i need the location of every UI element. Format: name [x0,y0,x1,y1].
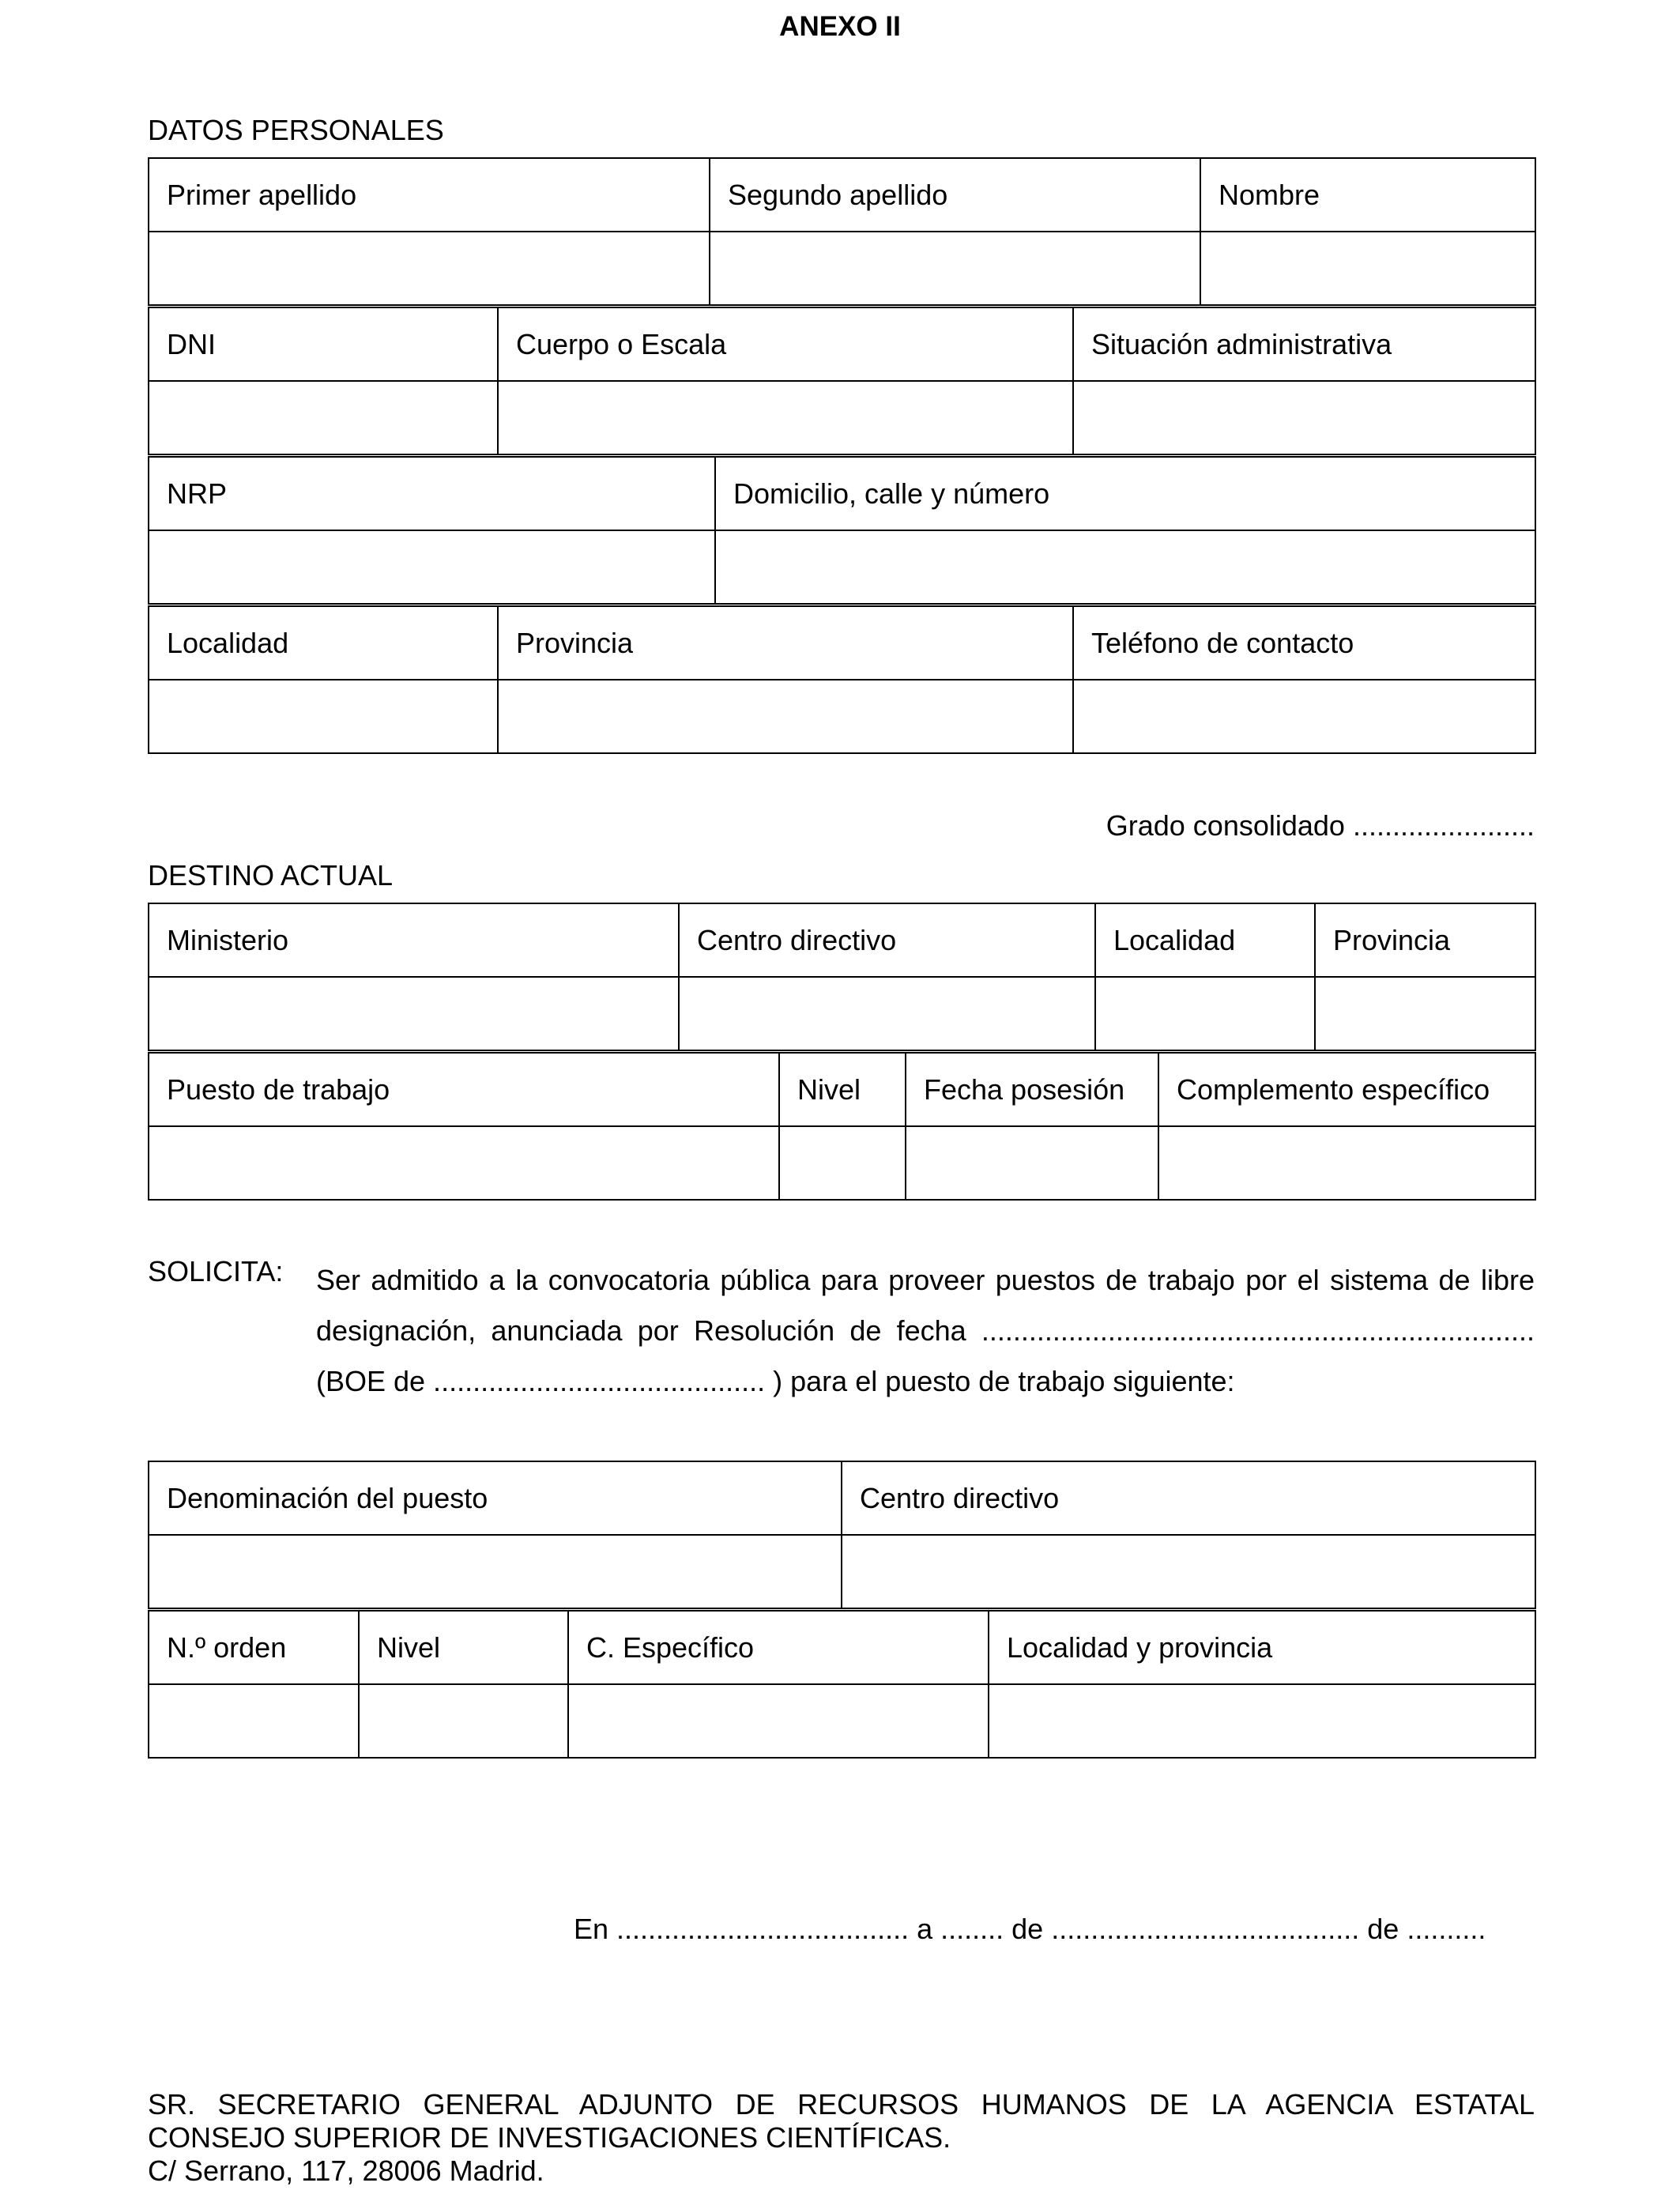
label-ministerio: Ministerio [149,903,679,977]
field-puesto-de-trabajo[interactable] [149,1126,779,1200]
label-nivel: Nivel [779,1053,906,1126]
label-localidad: Localidad [149,606,498,680]
field-localidad-provincia[interactable] [989,1684,1535,1758]
label-situacion-administrativa: Situación administrativa [1073,307,1535,381]
label-numero-orden: N.º orden [149,1611,359,1684]
label-fecha-posesion: Fecha posesión [906,1053,1158,1126]
field-situacion-administrativa[interactable] [1073,381,1535,454]
puesto-orden-table [148,1610,1536,1759]
field-centro-directivo[interactable] [679,977,1095,1050]
destino-actual-heading: DESTINO ACTUAL [148,859,394,892]
label-c-especifico: C. Específico [568,1611,989,1684]
addressee-line-1: SR. SECRETARIO GENERAL ADJUNTO DE RECURSOS HUMANOS DE LA AGENCIA ESTATAL [148,2088,1535,2120]
field-dni[interactable] [149,381,498,454]
label-puesto-de-trabajo: Puesto de trabajo [149,1053,779,1126]
datos-personales-name-table [148,157,1536,306]
field-segundo-apellido[interactable] [710,232,1200,305]
label-puesto-centro-directivo: Centro directivo [842,1461,1535,1535]
label-localidad-provincia: Localidad y provincia [989,1611,1535,1684]
label-puesto-nivel: Nivel [359,1611,568,1684]
label-primer-apellido: Primer apellido [149,158,710,232]
field-cuerpo-escala[interactable] [498,381,1073,454]
grado-consolidado: Grado consolidado ....................... [1106,809,1535,842]
field-primer-apellido[interactable] [149,232,710,305]
datos-personales-localidad-table [148,605,1536,754]
field-numero-orden[interactable] [149,1684,359,1758]
datos-personales-nrp-table [148,456,1536,605]
field-destino-localidad[interactable] [1095,977,1315,1050]
field-domicilio[interactable] [715,530,1535,604]
label-telefono: Teléfono de contacto [1073,606,1535,680]
addressee-line-3: C/ Serrano, 117, 28006 Madrid. [148,2154,544,2187]
field-telefono[interactable] [1073,680,1535,753]
puesto-denominacion-table [148,1461,1536,1609]
solicita-line-3: (BOE de .......................................... ) para el puesto de trabajo siguiente: [316,1365,1235,1397]
label-centro-directivo: Centro directivo [679,903,1095,977]
field-puesto-nivel[interactable] [359,1684,568,1758]
label-cuerpo-escala: Cuerpo o Escala [498,307,1073,381]
field-complemento-especifico[interactable] [1158,1126,1535,1200]
label-nrp: NRP [149,457,715,530]
field-nrp[interactable] [149,530,715,604]
datos-personales-dni-table [148,307,1536,455]
label-segundo-apellido: Segundo apellido [710,158,1200,232]
destino-actual-puesto-table [148,1052,1536,1201]
page-title: ANEXO II [779,11,901,42]
label-domicilio: Domicilio, calle y número [715,457,1535,530]
datos-personales-heading: DATOS PERSONALES [148,114,444,146]
destino-actual-ministerio-table [148,903,1536,1051]
field-denominacion-puesto[interactable] [149,1535,842,1608]
field-ministerio[interactable] [149,977,679,1050]
label-complemento-especifico: Complemento específico [1158,1053,1535,1126]
field-localidad[interactable] [149,680,498,753]
field-destino-provincia[interactable] [1315,977,1535,1050]
field-c-especifico[interactable] [568,1684,989,1758]
field-nivel[interactable] [779,1126,906,1200]
label-denominacion-puesto: Denominación del puesto [149,1461,842,1535]
addressee-block [148,2088,1535,2188]
label-nombre: Nombre [1200,158,1535,232]
solicita-text [316,1255,1535,1407]
solicita-line-1: Ser admitido a la convocatoria pública para proveer puestos de trabajo por el sistema de libre [316,1264,1535,1296]
solicita-label: SOLICITA: [148,1255,284,1287]
label-dni: DNI [149,307,498,381]
field-fecha-posesion[interactable] [906,1126,1158,1200]
solicita-line-2: designación, anunciada por Resolución de fecha ...................................................................... [316,1314,1535,1347]
field-provincia[interactable] [498,680,1073,753]
addressee-line-2: CONSEJO SUPERIOR DE INVESTIGACIONES CIENTÍFICAS. [148,2121,951,2154]
place-date-line: En ..................................... a ........ de ....................................... de .......... [574,1913,1486,1945]
label-provincia: Provincia [498,606,1073,680]
label-destino-provincia: Provincia [1315,903,1535,977]
field-puesto-centro-directivo[interactable] [842,1535,1535,1608]
field-nombre[interactable] [1200,232,1535,305]
label-destino-localidad: Localidad [1095,903,1315,977]
